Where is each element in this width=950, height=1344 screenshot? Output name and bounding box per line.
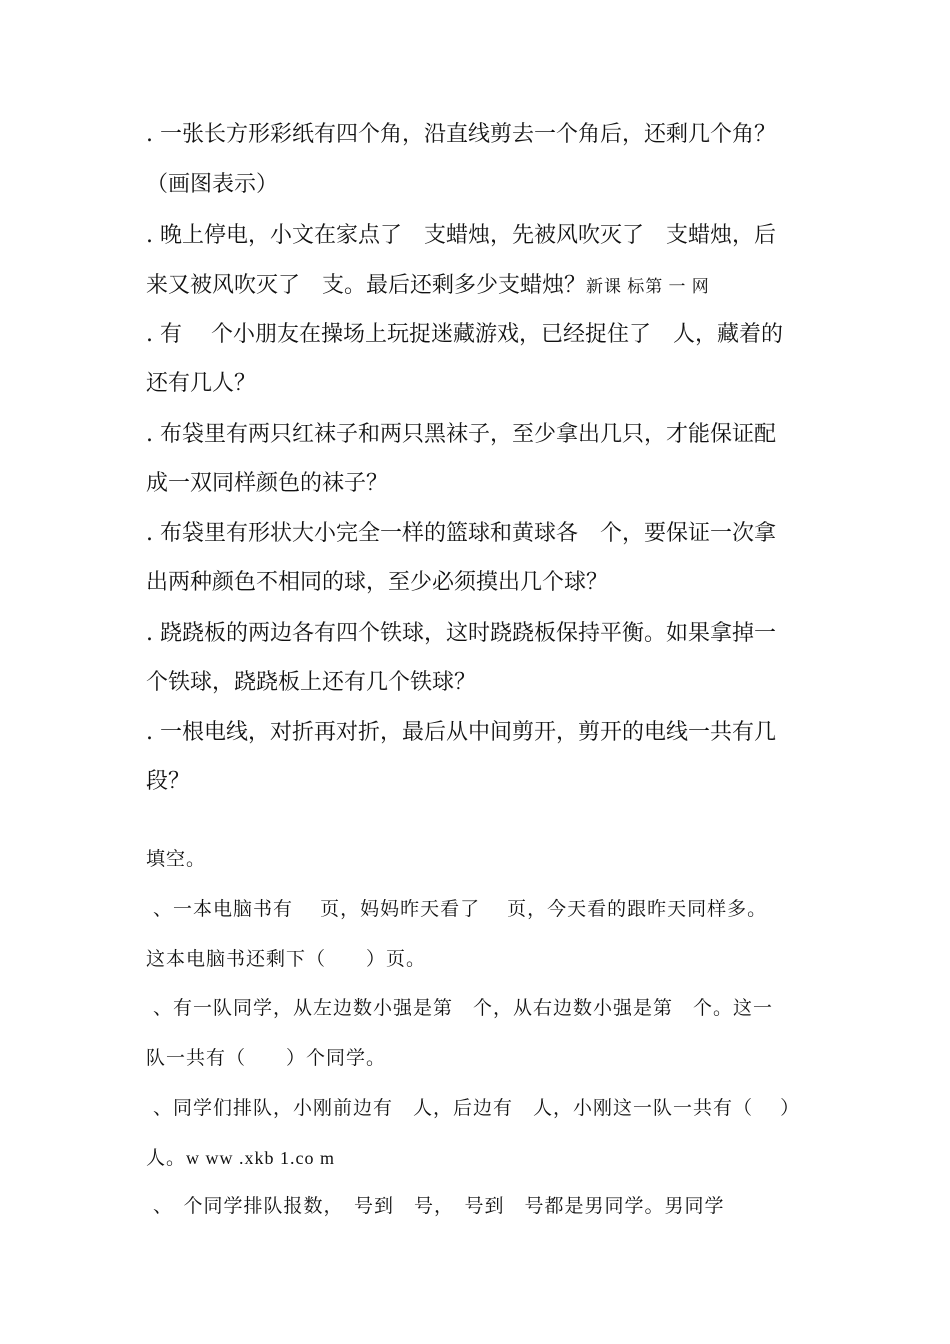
question-line [146,271,710,302]
question-line: 段？ [146,769,191,794]
fill-blank-text: 人。 [146,1147,187,1169]
question-line: . 布袋里有两只红袜子和两只黑袜子，至少拿出几只，才能保证配 [146,422,776,447]
question-line: 个铁球，跷跷板上还有几个铁球？ [146,670,477,695]
fill-blank-line: 队一共有（ ）个同学。 [146,1047,387,1069]
fill-blank-line: 、有一队同学，从左边数小强是第 个，从右边数小强是第 个。这一 [146,997,774,1019]
question-line: . 一根电线，对折再对折，最后从中间剪开，剪开的电线一共有几 [146,720,776,745]
question-text: 来又被风吹灭了 支。最后还剩多少支蜡烛？ [146,273,587,298]
fill-blank-line: 、 个同学排队报数， 号到 号， 号到 号都是男同学。男同学 [146,1195,725,1217]
question-line: 成一双同样颜色的袜子？ [146,471,389,496]
fill-blank-line [146,1143,335,1173]
question-line: . 跷跷板的两边各有四个铁球，这时跷跷板保持平衡。如果拿掉一 [146,621,776,646]
watermark-text: 新课 标第 一 网 [586,277,710,296]
question-line: . 晚上停电，小文在家点了 支蜡烛，先被风吹灭了 支蜡烛，后 [146,223,776,248]
question-line: 出两种颜色不相同的球，至少必须摸出几个球？ [146,570,609,595]
question-line: . 布袋里有形状大小完全一样的篮球和黄球各 个，要保证一次拿 [146,521,776,546]
fill-blank-line: 、一本电脑书有 页，妈妈昨天看了 页，今天看的跟昨天同样多。 [146,898,768,920]
fill-blank-line: 、同学们排队，小刚前边有 人，后边有 人，小刚这一队一共有（ ） [146,1097,801,1119]
section-heading: 填空。 [146,848,207,870]
question-line: （画图表示） [146,172,279,197]
question-line: . 有 个小朋友在操场上玩捉迷藏游戏，已经捉住了 人，藏着的 [146,322,783,347]
question-line: . 一张长方形彩纸有四个角，沿直线剪去一个角后，还剩几个角？ [146,122,776,147]
fill-blank-line: 这本电脑书还剩下（ ）页。 [146,948,427,970]
watermark-url: w ww .xkb 1.co m [186,1148,336,1168]
question-line: 还有几人？ [146,371,257,396]
